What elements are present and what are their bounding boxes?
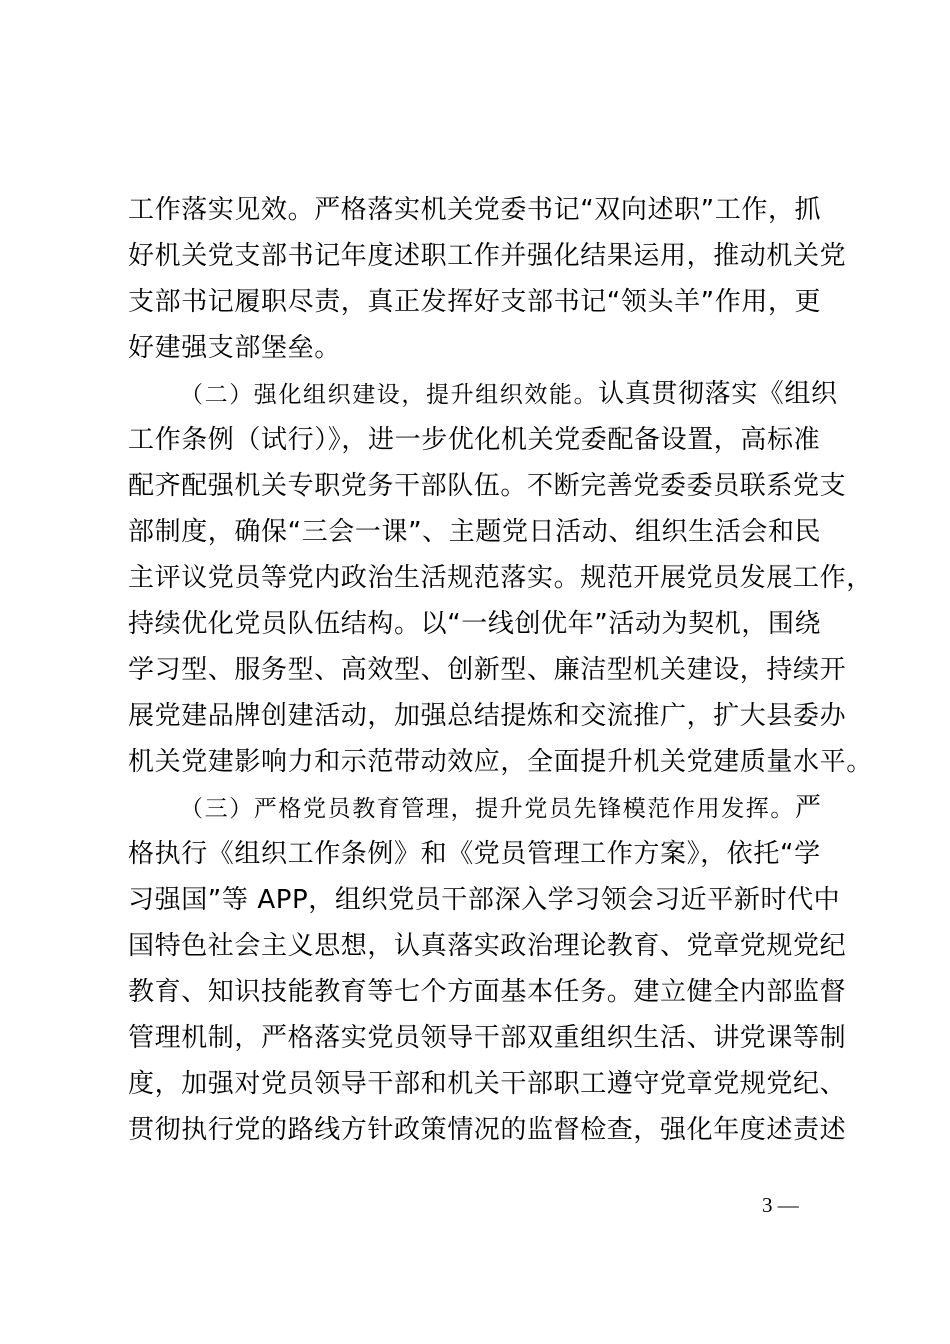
paragraph-3-line: 国特色社会主义思想，认真落实政治理论教育、党章党规党纪	[128, 931, 847, 961]
paragraph-3-line: 教育、知识技能教育等七个方面基本任务。建立健全内部监督	[128, 977, 847, 1007]
paragraph-1-line: 好机关党支部书记年度述职工作并强化结果运用，推动机关党	[128, 241, 847, 271]
paragraph-3-line: 贯彻执行党的路线方针政策情况的监督检查，强化年度述责述	[128, 1115, 847, 1145]
paragraph-2-first-line	[180, 371, 838, 417]
paragraph-2-line: 机关党建影响力和示范带动效应，全面提升机关党建质量水平。	[128, 747, 873, 777]
paragraph-3-line: 管理机制，严格落实党员领导干部双重组织生活、讲党课等制	[128, 1023, 847, 1053]
paragraph-3-first-line	[180, 785, 832, 831]
paragraph-2-line: 主评议党员等党内政治生活规范落实。规范开展党员发展工作，	[128, 563, 873, 593]
paragraph-3-line: 格执行《组织工作条例》和《党员管理工作方案》，依托“学	[128, 839, 821, 869]
paragraph-3-line: 度，加强对党员领导干部和机关干部职工遵守党章党规党纪、	[128, 1069, 847, 1099]
section-heading-2: （二）强化组织建设，提升组织效能。	[180, 382, 599, 408]
paragraph-2-line: 工作条例（试行）》，进一步优化机关党委配备设置，高标准	[128, 425, 821, 455]
paragraph-3-line: 习强国”等 APP，组织党员干部深入学习领会习近平新时代中	[128, 885, 841, 915]
paragraph-2-line: 持续优化党员队伍结构。以“一线创优年”活动为契机，围绕	[128, 609, 822, 639]
paragraph-1-line: 支部书记履职尽责，真正发挥好支部书记“领头羊”作用，更	[128, 287, 822, 317]
paragraph-2-line: 展党建品牌创建活动，加强总结提炼和交流推广，扩大县委办	[128, 701, 847, 731]
paragraph-2-line: 部制度，确保“三会一课”、主题党日活动、组织生活会和民	[128, 517, 822, 547]
paragraph-1-line: 好建强支部堡垒。	[128, 333, 341, 363]
page-number: 3 —	[762, 1193, 799, 1217]
paragraph-2-first-line-text: 认真贯彻落实《组织	[598, 379, 838, 409]
paragraph-1-line: 工作落实见效。严格落实机关党委书记“双向述职”工作，抓	[128, 195, 822, 225]
section-heading-3: （三）严格党员教育管理，提升党员先锋模范作用发挥。	[180, 796, 795, 822]
paragraph-3-first-line-text: 严	[795, 793, 822, 823]
paragraph-2-line: 配齐配强机关专职党务干部队伍。不断完善党委委员联系党支	[128, 471, 847, 501]
paragraph-2-line: 学习型、服务型、高效型、创新型、廉洁型机关建设，持续开	[128, 655, 847, 685]
